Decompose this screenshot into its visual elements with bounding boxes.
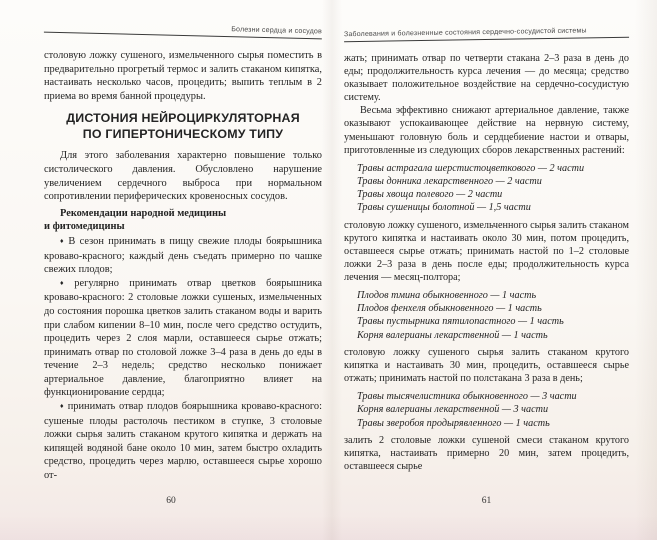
section-heading (44, 111, 322, 142)
heading-line: и фитомедицины (44, 221, 125, 233)
page-edge-shadow-right (635, 0, 657, 540)
heading-line: Рекомендации народной медицины (60, 207, 227, 219)
heading-line: ДИСТОНИЯ НЕЙРОЦИРКУЛЯТОРНАЯ (66, 111, 300, 126)
heading-line: ПО ГИПЕРТОНИЧЕСКОМУ ТИПУ (82, 126, 284, 141)
right-page (344, 0, 629, 540)
recipe-list (344, 162, 629, 215)
paragraph: залить 2 столовые ложки сушеной смеси стаканом крутого кипятка, настаивать примерно 20 мин, затем процедить, оставшееся сырье (344, 434, 629, 472)
bullet-paragraph: ♦ В сезон принимать в пищу свежие плоды боярышника кроваво-красного; каждый день съедать примерно по чашке свежих плодов; (44, 235, 322, 276)
recipe-line: Плодов тмина обыкновенного — 1 часть (357, 290, 537, 302)
recipe-line: Травы астрагала шерстистоцветкового — 2 части (357, 162, 585, 174)
paragraph: столовую ложку сушеного сырья залить стаканом крутого кипятка и настаивать 30 мин, процедить, оставшееся сырье отжать; принимать настой по полстакана 3 раза в день; (344, 346, 629, 385)
bullet-paragraph: ♦ принимать отвар плодов боярышника кроваво-красного: сушеные плоды растолочь пестиком в ступке, 3 столовые ложки сырья залить стаканом крутого кипятка и держать на кипящей водяной бане около 10 мин, затем быстро охладить средство, процедить через марлю, оставшееся сырье хорошо от- (44, 401, 322, 482)
right-running-header (344, 26, 629, 42)
running-header-rule (344, 37, 629, 42)
recipe-line: Травы хвоща полевого — 2 части (357, 189, 503, 201)
recipe-list (344, 390, 629, 430)
paragraph: столовую ложку сушеного, измельченного сырья поместить в предварительно прогретый термос и залить стаканом кипятка, настаивать несколько часов, процедить; выпить теплым в 2 приема во время банной процедуры. (44, 50, 322, 102)
bullet-paragraph: ♦ регулярно принимать отвар цветков боярышника кроваво-красного: 2 столовые ложки сушеных, измельченных до состояния порошка цветков залить стаканом воды и варить при слабом кипении 8–10 мин, после чего средство остудить, процедить через 2 слоя марли, оставшееся сырье отжать; принимать отвар по столовой ложке 3–4 раза в день до еды в течение 2–3 недель; средство несколько понижает артериальное давление, благоприятно влияет на функционирование сердца; (44, 277, 322, 399)
right-page-number: 61 (481, 496, 492, 506)
recipe-line: Травы пустырника пятилопастного — 1 часть (357, 316, 564, 328)
subsection-heading (44, 207, 322, 234)
right-page-body (344, 52, 629, 494)
recipe-line: Корня валерианы лекарственной — 1 часть (357, 329, 548, 341)
running-header-text: Заболевания и болезненные состояния сердечно-сосудистой системы (343, 27, 587, 39)
recipe-line: Травы донника лекарственного — 2 части (357, 175, 542, 187)
recipe-line: Травы зверобоя продырявленного — 1 часть (357, 417, 550, 429)
gutter-shadow (322, 0, 342, 540)
left-page-body (44, 49, 322, 493)
paragraph: столовую ложку сушеного, измельченного сырья залить стаканом крутого кипятка и настаивать около 30 мин, потом процедить, оставшееся сырье отжать; принимать настой по 1–2 столовые ложки 2–3 раза в день после еды; продолжительность курса лечения — месяц-полтора; (344, 219, 629, 283)
paragraph: Весьма эффективно снижают артериальное давление, также оказывают успокаивающее действие на нервную систему, уменьшают головную боль и сердцебиение настои и отвары, приготовленные из следующих сборов лекарственных растений: (344, 105, 629, 156)
diamond-bullet-icon: ♦ (60, 236, 66, 245)
left-page-number: 60 (166, 496, 176, 506)
paragraph: Для этого заболевания характерно повышение только систолического давления. Обусловлено нарушение увеличением сердечного выброса при нормальном сопротивлении периферических кровеносных сосудов. (44, 150, 322, 203)
diamond-bullet-icon: ♦ (60, 278, 72, 287)
recipe-line: Корня валерианы лекарственной — 3 части (357, 404, 549, 416)
recipe-line: Травы тысячелистника обыкновенного — 3 части (357, 391, 577, 403)
left-running-header (44, 21, 322, 40)
recipe-line: Травы сушеницы болотной — 1,5 части (357, 202, 531, 214)
paragraph: жать; принимать отвар по четверти стакана 2–3 раза в день до еды; продолжительность курса лечения — до месяца; средство оказывает положительное воздействие на сердечно-сосудистую систему. (344, 53, 629, 104)
left-page (44, 0, 322, 540)
recipe-list (344, 289, 629, 342)
running-header-text: Болезни сердца и сосудов (231, 26, 323, 36)
diamond-bullet-icon: ♦ (60, 402, 65, 411)
recipe-line: Плодов фенхеля обыкновенного — 1 часть (357, 303, 542, 315)
